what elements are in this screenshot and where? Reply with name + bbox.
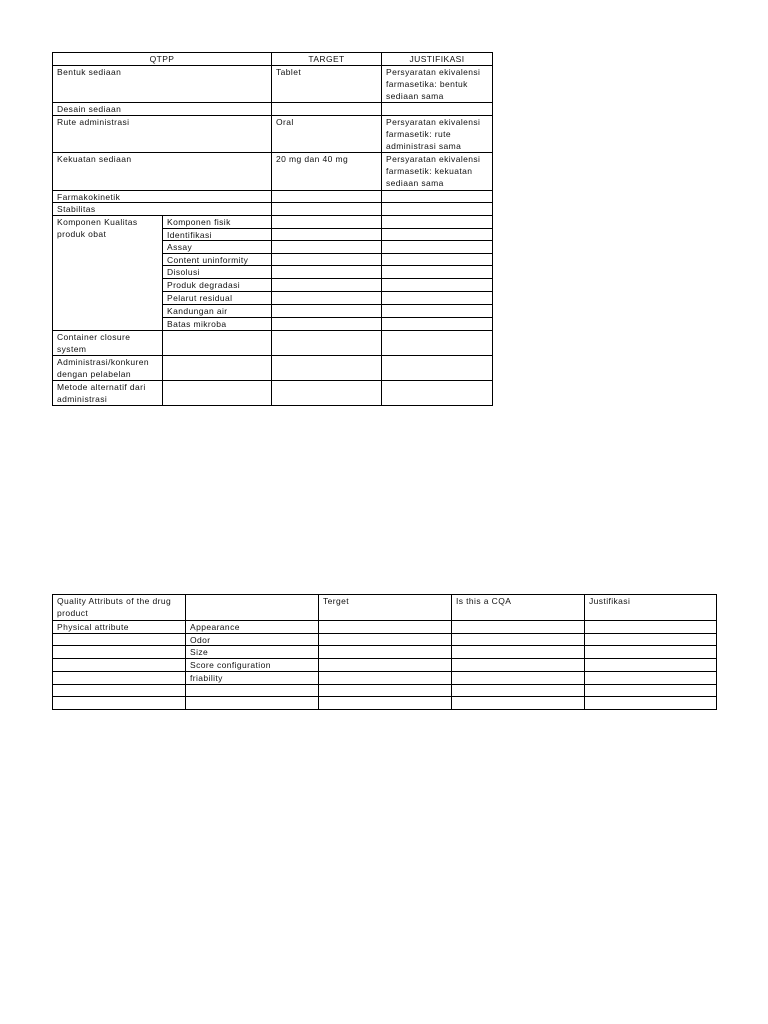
cqa-target-score-configuration [319,659,451,671]
cqa-blank-cell [319,697,451,709]
justifikasi-stabilitas [382,203,492,215]
cqa-blank-cell [53,697,185,709]
cqa-is-cqa-appearance [452,621,584,633]
quality-item-produk-degradasi: Produk degradasi [163,279,271,291]
qtpp-label-komponen-kualitas: Komponen Kualitas produk obat [53,216,162,330]
cqa-justifikasi-appearance [585,621,716,633]
qtpp-header-target: TARGET [272,53,381,65]
sub-item-administrasi-konkuren [163,356,271,380]
cqa-blank-cell [452,685,584,696]
target-value-rute-administrasi: Oral [272,116,381,152]
target-value-batas-mikroba [272,318,381,330]
justifikasi-farmakokinetik [382,191,492,202]
cqa-attribute-friability: friability [186,672,318,684]
cqa-blank-cell [452,697,584,709]
cqa-blank-cell [53,685,185,696]
target-value-desain-sediaan [272,103,381,115]
justifikasi-identifikasi [382,229,492,240]
cqa-header-quality-attribute: Quality Attributs of the drug product [53,595,185,620]
target-value-pelarut-residual [272,292,381,304]
quality-item-pelarut-residual: Pelarut residual [163,292,271,304]
quality-item-komponen-fisik: Komponen fisik [163,216,271,228]
target-value-kandungan-air [272,305,381,317]
justifikasi-metode-alternatif [382,381,492,405]
cqa-blank-cell [585,697,716,709]
justifikasi-administrasi-konkuren [382,356,492,380]
justifikasi-kandungan-air [382,305,492,317]
cqa-target-odor [319,634,451,645]
target-value-komponen-fisik [272,216,381,228]
quality-item-kandungan-air: Kandungan air [163,305,271,317]
cqa-target-appearance [319,621,451,633]
quality-item-batas-mikroba: Batas mikroba [163,318,271,330]
cqa-target-size [319,646,451,658]
qtpp-label-farmakokinetik: Farmakokinetik [53,191,271,202]
target-value-assay [272,241,381,253]
cqa-group-physical-attribute: Physical attribute [53,621,185,633]
justifikasi-bentuk-sediaan: Persyaratan ekivalensi farmasetika: bentuk sediaan sama [382,66,492,102]
target-value-bentuk-sediaan: Tablet [272,66,381,102]
qtpp-label-metode-alternatif: Metode alternatif dari administrasi [53,381,162,405]
target-value-metode-alternatif [272,381,381,405]
justifikasi-komponen-fisik [382,216,492,228]
cqa-header-is-cqa: Is this a CQA [452,595,584,620]
cqa-group-blank [53,634,185,645]
cqa-justifikasi-score-configuration [585,659,716,671]
cqa-blank-cell [585,685,716,696]
target-value-container-closure-system [272,331,381,355]
target-value-disolusi [272,266,381,278]
qtpp-label-stabilitas: Stabilitas [53,203,271,215]
cqa-table [52,594,717,710]
cqa-blank-cell [186,697,318,709]
qtpp-label-bentuk-sediaan: Bentuk sediaan [53,66,271,102]
qtpp-label-administrasi-konkuren: Administrasi/konkuren dengan pelabelan [53,356,162,380]
qtpp-label-kekuatan-sediaan: Kekuatan sediaan [53,153,271,190]
justifikasi-container-closure-system [382,331,492,355]
cqa-is-cqa-score-configuration [452,659,584,671]
quality-item-assay: Assay [163,241,271,253]
cqa-is-cqa-odor [452,634,584,645]
justifikasi-disolusi [382,266,492,278]
target-value-farmakokinetik [272,191,381,202]
cqa-justifikasi-friability [585,672,716,684]
target-value-content-uninformity [272,254,381,265]
quality-item-disolusi: Disolusi [163,266,271,278]
cqa-justifikasi-odor [585,634,716,645]
quality-item-identifikasi: Identifikasi [163,229,271,240]
cqa-attribute-appearance: Appearance [186,621,318,633]
cqa-attribute-odor: Odor [186,634,318,645]
cqa-header-blank [186,595,318,620]
cqa-blank-cell [319,685,451,696]
justifikasi-batas-mikroba [382,318,492,330]
justifikasi-content-uninformity [382,254,492,265]
qtpp-header-qtpp: QTPP [53,53,271,65]
justifikasi-produk-degradasi [382,279,492,291]
cqa-is-cqa-friability [452,672,584,684]
cqa-justifikasi-size [585,646,716,658]
target-value-administrasi-konkuren [272,356,381,380]
sub-item-container-closure-system [163,331,271,355]
quality-item-content-uninformity: Content uninformity [163,254,271,265]
justifikasi-desain-sediaan [382,103,492,115]
cqa-attribute-score-configuration: Score configuration [186,659,318,671]
cqa-attribute-size: Size [186,646,318,658]
qtpp-label-container-closure-system: Container closure system [53,331,162,355]
cqa-header-justifikasi: Justifikasi [585,595,716,620]
target-value-identifikasi [272,229,381,240]
cqa-group-blank [53,659,185,671]
justifikasi-kekuatan-sediaan: Persyaratan ekivalensi farmasetik: kekuatan sediaan sama [382,153,492,190]
cqa-target-friability [319,672,451,684]
sub-item-metode-alternatif [163,381,271,405]
justifikasi-rute-administrasi: Persyaratan ekivalensi farmasetik: rute administrasi sama [382,116,492,152]
cqa-group-blank [53,646,185,658]
qtpp-table [52,52,493,406]
target-value-produk-degradasi [272,279,381,291]
cqa-header-target: Terget [319,595,451,620]
justifikasi-assay [382,241,492,253]
qtpp-label-rute-administrasi: Rute administrasi [53,116,271,152]
cqa-is-cqa-size [452,646,584,658]
cqa-blank-cell [186,685,318,696]
target-value-kekuatan-sediaan: 20 mg dan 40 mg [272,153,381,190]
justifikasi-pelarut-residual [382,292,492,304]
qtpp-label-desain-sediaan: Desain sediaan [53,103,271,115]
cqa-group-blank [53,672,185,684]
target-value-stabilitas [272,203,381,215]
qtpp-header-justifikasi: JUSTIFIKASI [382,53,492,65]
